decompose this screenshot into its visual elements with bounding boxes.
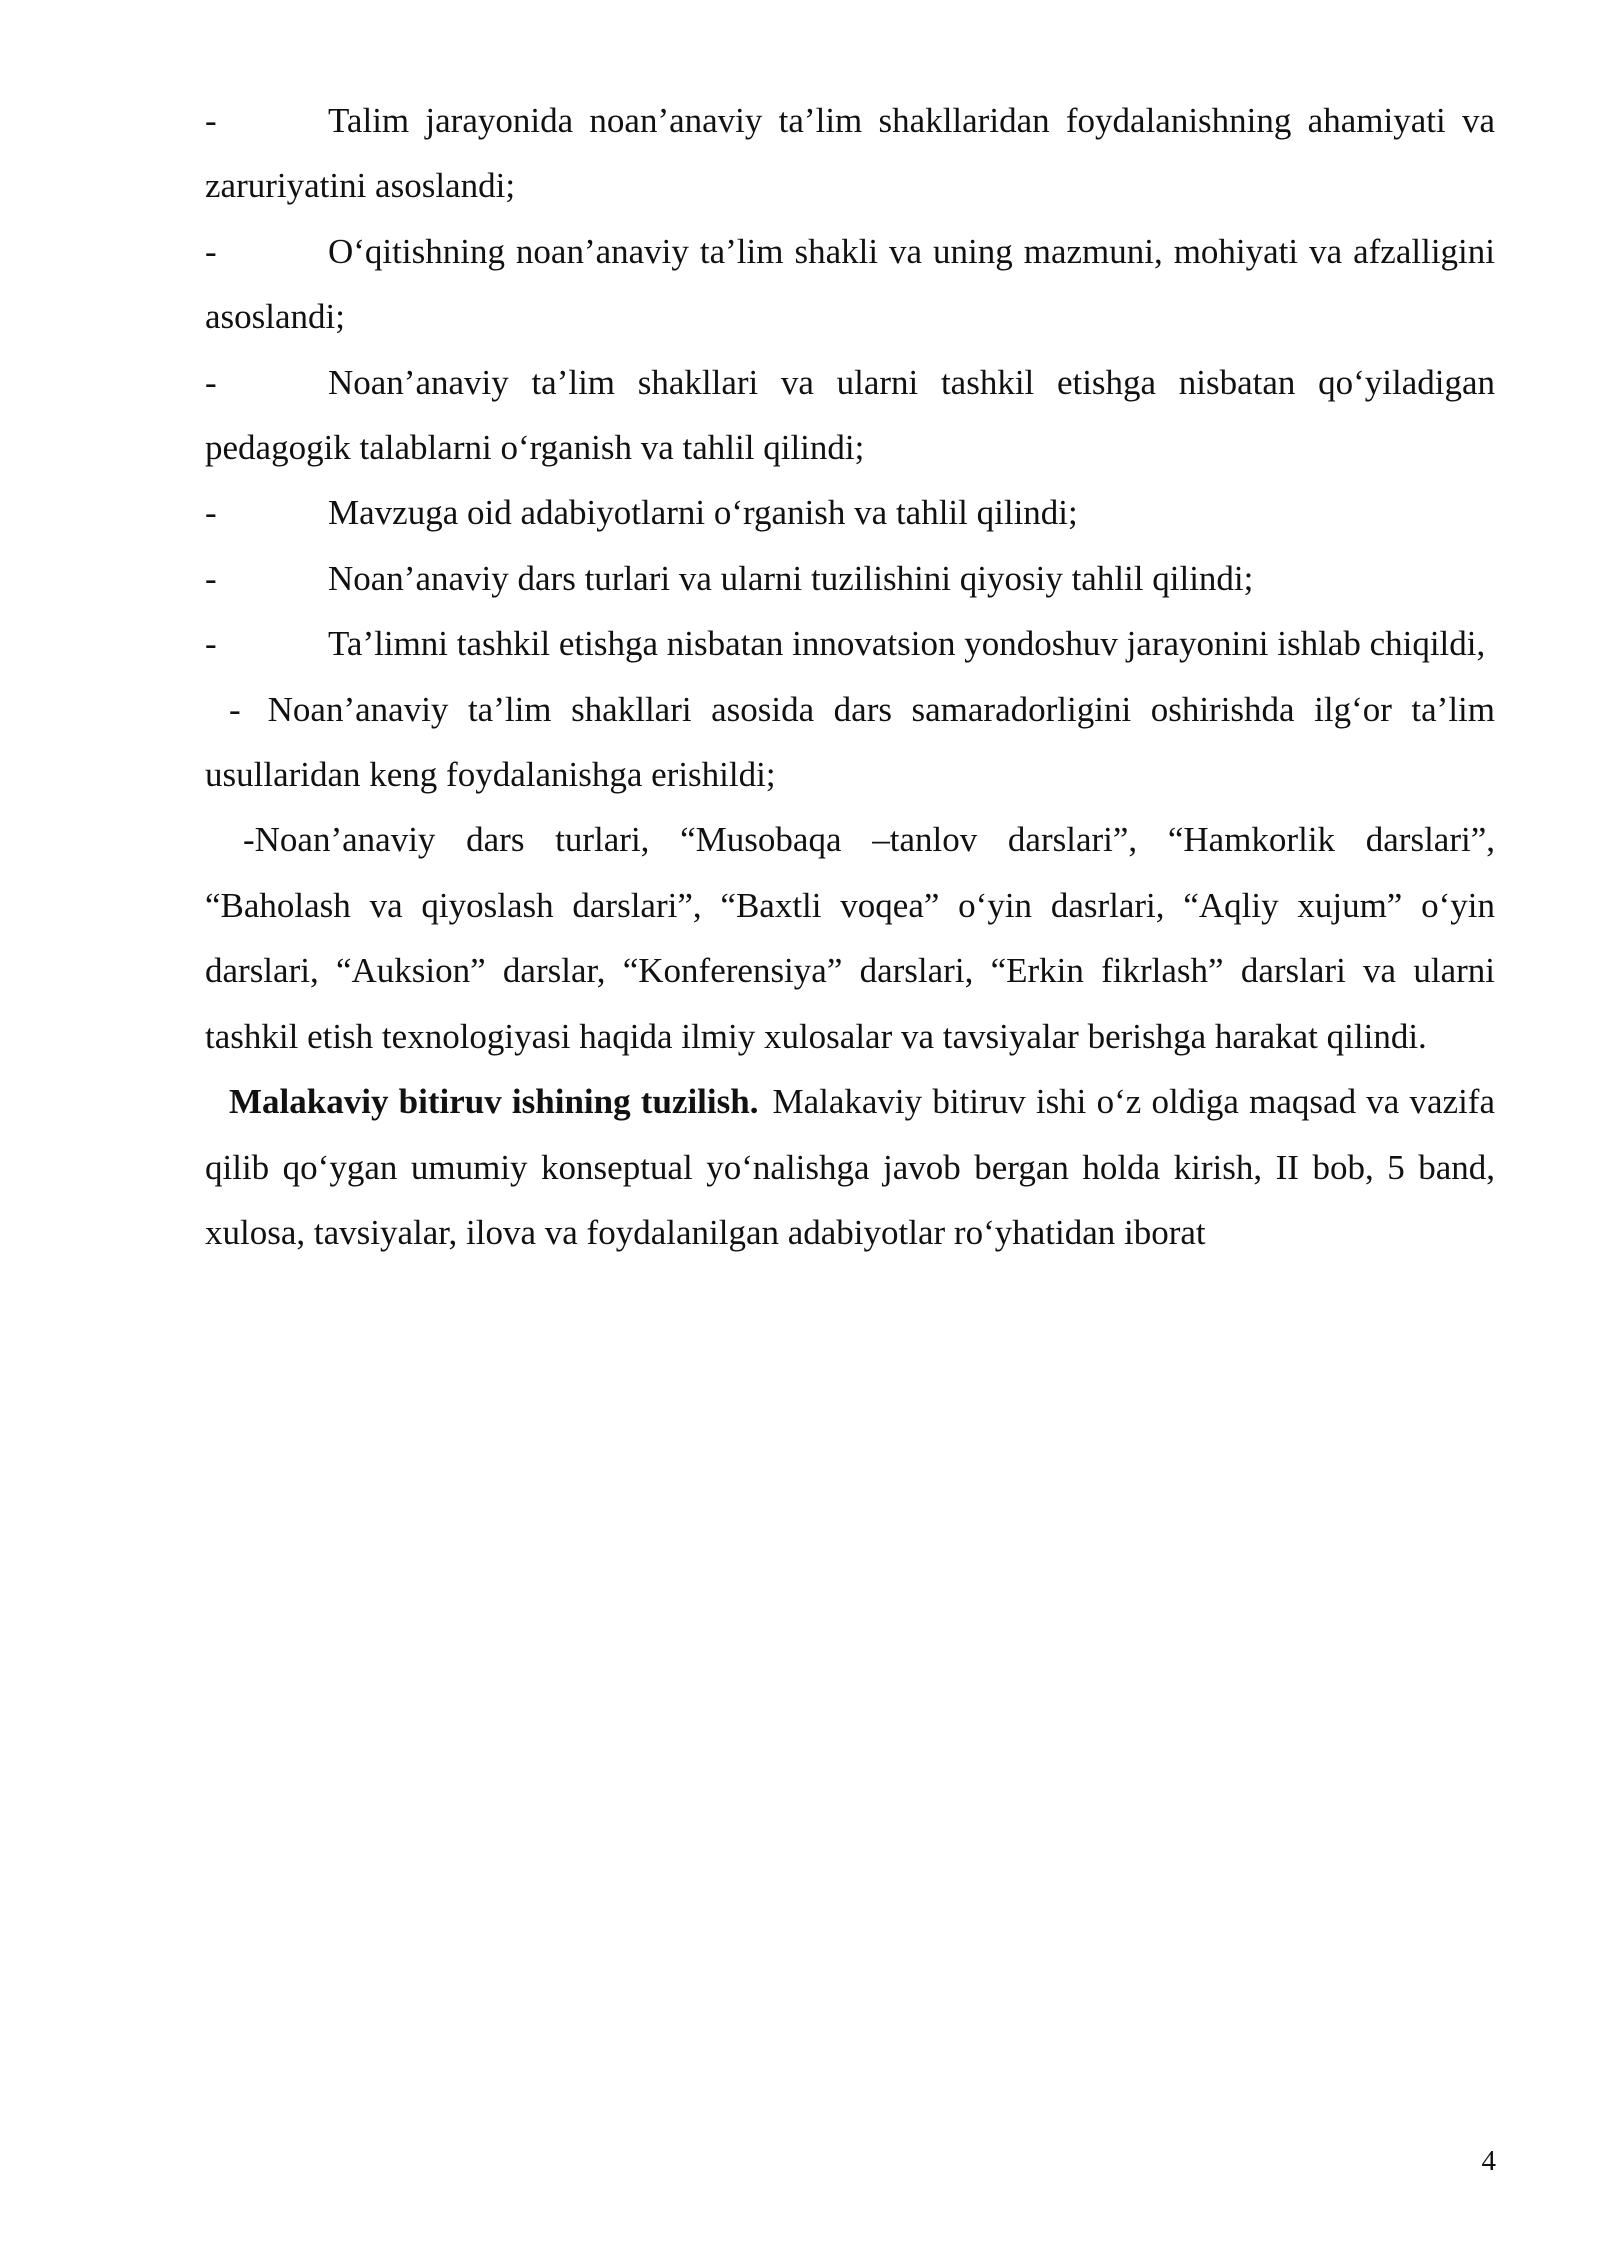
list-item-text: Noan’anaviy dars turlari, “Musobaqa –tanlov darslari”, “Hamkorlik darslari”, “Baholash va qiyoslash darslari”, “Baxtli voqea” o‘yin dasrlari, “Aqliy xujum” o‘yin darslari, “Auksion” darslar, “Konferensiya” darslari, “Erkin fikrlash” darslari va ularni tashkil etish texnologiyasi haqida ilmiy xulosalar va tavsiyalar berishga harakat qilindi. [205,820,1495,1056]
list-marker: - [205,362,217,402]
section-lead: Malakaviy bitiruv ishining tuzilish. [229,1082,759,1122]
list-item-text: Noan’anaviy ta’lim shakllari va ularni tashkil etishga nisbatan qo‘yiladigan pedagogik talablarni o‘rganish va tahlil qilindi; [205,362,1495,468]
list-item-text: Mavzuga oid adabiyotlarni o‘rganish va tahlil qilindi; [328,493,1078,533]
paragraph-text: Malakaviy bitiruv ishi o‘z oldiga maqsad va vazifa qilib qo‘ygan umumiy konseptual yo‘nalishga javob bergan holda kirish, II bob, 5 band, xulosa, tavsiyalar, ilova va foydalanilgan adabiyotlar ro‘yhatidan iborat [205,1082,1495,1252]
list-marker: - [205,493,217,533]
list-item [205,350,1495,481]
list-marker: - [205,624,217,664]
list-item-text: Talim jarayonida noan’anaviy ta’lim shakllaridan foydalanishning ahamiyati va zaruriyatini asoslandi; [205,101,1495,206]
list-item-text: Ta’limni tashkil etishga nisbatan innovatsion yondoshuv jarayonini ishlab chiqildi, [328,624,1486,664]
list-item [205,88,1495,219]
list-item-text: O‘qitishning noan’anaviy ta’lim shakli va uning mazmuni, mohiyati va afzalligini asoslandi; [205,231,1495,337]
list-item-text: Noan’anaviy ta’lim shakllari asosida dars samaradorligini oshirishda ilg‘or ta’lim usullaridan keng foydalanishga erishildi; [205,689,1495,795]
list-item-text: Noan’anaviy dars turlari va ularni tuzilishini qiyosiy tahlil qilindi; [328,558,1254,598]
list-item [205,677,1495,808]
list-marker: - [205,558,217,598]
list-item [205,611,1495,676]
list-item [205,807,1495,1069]
structure-paragraph [205,1069,1495,1265]
document-body [205,88,1495,1265]
list-marker: - [229,689,241,729]
list-item [205,546,1495,611]
page-number: 4 [1481,2145,1496,2177]
list-item [205,480,1495,545]
list-marker: - [243,820,255,860]
list-marker: - [205,101,217,140]
list-item [205,219,1495,350]
list-marker: - [205,231,217,271]
